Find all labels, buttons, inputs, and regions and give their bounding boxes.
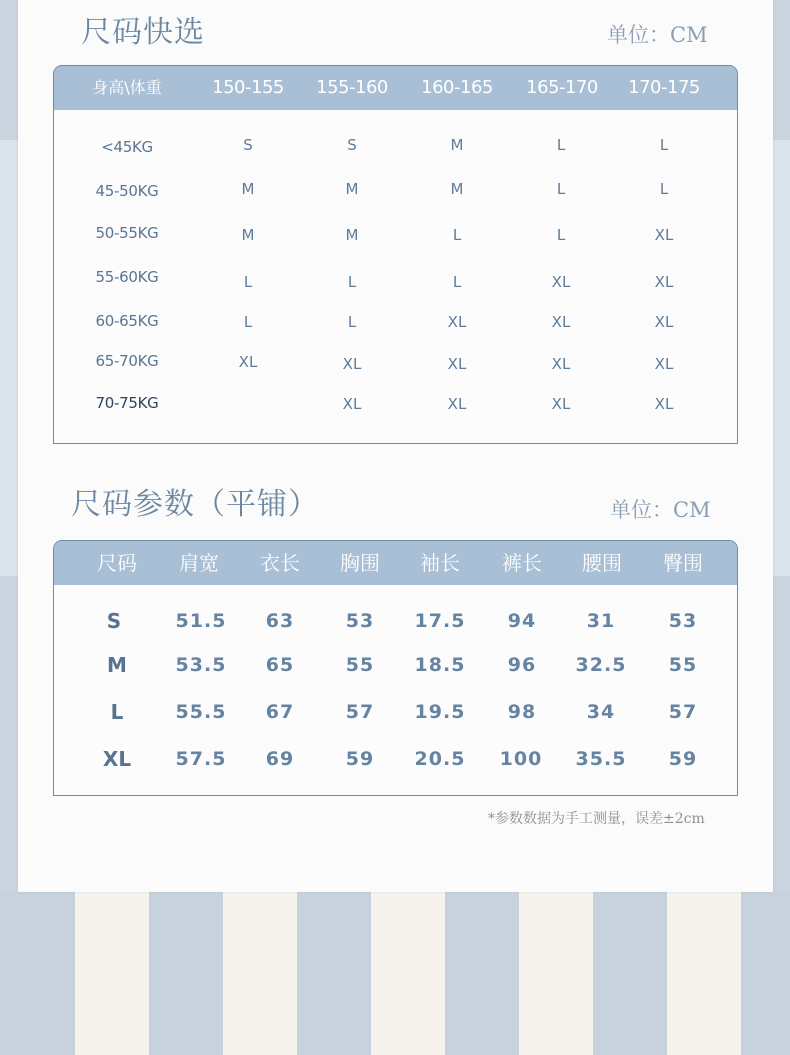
size-cell: L [452,273,462,291]
param-header: 臀围 [663,551,703,575]
param-header: 衣长 [260,551,300,575]
param-value: 51.5 [175,610,227,632]
param-value: 57 [668,701,698,723]
corner-header: 身高\体重 [92,78,162,97]
size-params-table [53,540,738,796]
param-value: 59 [668,748,698,770]
size-cell: XL [447,313,467,331]
weight-label: 45-50KG [95,182,159,200]
size-cell: L [659,136,669,154]
size-cell: L [556,180,566,198]
param-value: 53.5 [175,654,227,676]
size-cell: L [347,313,357,331]
stripe [519,892,593,1055]
size-cell: L [243,273,253,291]
param-value: 100 [499,748,543,770]
weight-label: <45KG [101,138,153,156]
size-cell: XL [654,355,674,373]
param-value: 35.5 [575,748,627,770]
param-value: 57 [345,701,375,723]
stripe [223,892,297,1055]
height-header: 165-170 [526,77,598,98]
weight-label: 65-70KG [95,352,159,370]
striped-background [0,892,790,1055]
param-value: 57.5 [175,748,227,770]
param-value: 19.5 [414,701,466,723]
size-label: S [106,609,122,633]
weight-label: 60-65KG [95,312,159,330]
size-cell: XL [342,355,362,373]
param-value: 53 [345,610,375,632]
size-cell: XL [654,395,674,413]
param-value: 65 [265,654,295,676]
size-cell: L [243,313,253,331]
size-cell: XL [447,395,467,413]
param-value: 32.5 [575,654,627,676]
size-cell: M [241,226,255,244]
param-value: 96 [507,654,537,676]
size-cell: XL [551,355,571,373]
size-cell: S [243,136,253,154]
background-band-right [772,140,790,576]
size-cell: S [347,136,357,154]
size-cell: L [556,136,566,154]
weight-label: 50-55KG [95,224,159,242]
height-header: 160-165 [421,77,493,98]
size-params-title: 尺码参数（平铺） [71,487,319,522]
param-value: 55.5 [175,701,227,723]
size-cell: XL [654,273,674,291]
size-cell: XL [654,226,674,244]
size-cell: XL [342,395,362,413]
size-cell: XL [551,395,571,413]
size-params-unit: 单位：CM [610,498,711,522]
size-cell: XL [551,273,571,291]
size-cell: M [241,180,255,198]
param-header: 胸围 [340,551,380,575]
size-cell: M [345,180,359,198]
param-header: 腰围 [582,551,622,575]
param-value: 18.5 [414,654,466,676]
size-cell: XL [654,313,674,331]
stripe [667,892,741,1055]
size-label: XL [102,747,132,771]
size-cell: XL [238,353,258,371]
param-header: 袖长 [420,551,460,575]
height-header: 155-160 [316,77,388,98]
size-cell: L [556,226,566,244]
background-band-left [0,140,18,576]
param-value: 94 [507,610,537,632]
stripe [371,892,445,1055]
size-cell: XL [447,355,467,373]
size-cell: L [347,273,357,291]
param-header: 尺码 [97,551,137,575]
quick-select-title: 尺码快选 [81,15,205,50]
size-cell: M [450,180,464,198]
size-cell: L [452,226,462,244]
param-value: 31 [586,610,616,632]
weight-label: 70-75KG [95,394,159,412]
measurement-footnote: *参数数据为手工测量，误差±2cm [488,811,705,827]
size-cell: M [345,226,359,244]
param-value: 34 [586,701,616,723]
param-value: 55 [668,654,698,676]
param-value: 55 [345,654,375,676]
param-value: 59 [345,748,375,770]
height-header: 170-175 [628,77,700,98]
param-value: 67 [265,701,295,723]
quick-select-unit: 单位：CM [607,23,708,47]
size-cell: M [450,136,464,154]
quick-select-table [53,65,738,444]
param-value: 69 [265,748,295,770]
size-cell: L [659,180,669,198]
size-cell: XL [551,313,571,331]
weight-label: 55-60KG [95,268,159,286]
param-value: 63 [265,610,295,632]
stripe [75,892,149,1055]
param-value: 20.5 [414,748,466,770]
height-header: 150-155 [212,77,284,98]
size-params-header-row [54,541,737,585]
size-label: L [110,700,124,724]
quick-select-header-row [54,66,737,110]
param-header: 裤长 [502,551,542,575]
param-header: 肩宽 [179,551,219,575]
param-value: 53 [668,610,698,632]
param-value: 17.5 [414,610,466,632]
size-label: M [107,653,127,677]
size-chart-card [18,0,773,892]
param-value: 98 [507,701,537,723]
